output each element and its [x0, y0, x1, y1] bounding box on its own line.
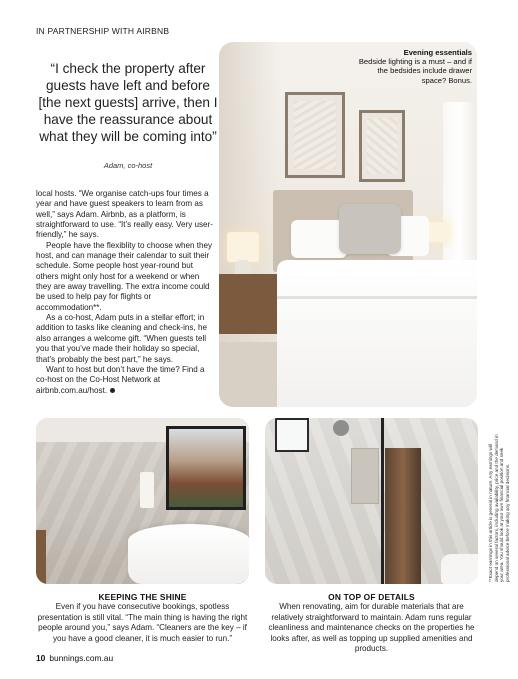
- bed-fold: [277, 296, 477, 299]
- toilet: [441, 554, 478, 584]
- body-paragraph: local hosts. “We organise catch-ups four times a year and have guest speakers to learn from as well,” says Adam. Airbnb, as a platform, is straightforward to use. “It’s really easy. Very user-friendly,” he says.: [36, 189, 213, 240]
- bathroom-tub-photo: [36, 418, 249, 584]
- bathroom-window: [166, 426, 246, 510]
- cushion: [339, 204, 401, 254]
- bedroom-photo: [219, 42, 477, 407]
- body-paragraph: As a co-host, Adam puts in a stellar effort; in addition to tasks like cleaning and check-ins, he also arranges a welcome gift. “When guests tell you that you’ve made their holiday so special, that’s probably the best part,” he says.: [36, 313, 207, 364]
- towel: [140, 472, 154, 508]
- on-top-of-details-text: When renovating, aim for durable materials that are relatively straightforward to maintain. Adam runs regular cleanliness and maintenance checks on the properties he looks after, as well as topping up supplied amenities and products.: [268, 602, 475, 654]
- site-url: bunnings.com.au: [49, 653, 114, 663]
- vanity: [36, 530, 46, 584]
- article-body: [36, 189, 216, 396]
- partnership-label: IN PARTNERSHIP WITH AIRBNB: [36, 26, 170, 36]
- keeping-the-shine-heading: KEEPING THE SHINE: [98, 592, 187, 602]
- timber-wardrobe: [385, 448, 421, 584]
- bedside-lamp-left: [227, 232, 259, 262]
- evening-essentials-caption: [352, 48, 472, 85]
- body-paragraph: [36, 365, 216, 396]
- shower-head: [333, 420, 349, 436]
- bed: [277, 260, 477, 407]
- freestanding-bathtub: [128, 524, 249, 584]
- caption-title: Evening essentials: [403, 48, 472, 57]
- bathroom-shower-photo: [265, 418, 478, 584]
- floor: [219, 342, 277, 407]
- pull-quote: “I check the property after guests have left and before [the next guests] arrive, then I have the reassurance about what they will be coming into”: [38, 61, 218, 144]
- body-paragraph: People have the flexiblity to choose when they host, and can manage their calendar to suit their schedule. Some people host year-round but others might only host for a weekend or when they are away travelling. The extra income could be used to help pay for flights or accommodation**.: [36, 240, 213, 312]
- page-number: 10: [36, 653, 46, 663]
- small-window: [275, 418, 309, 452]
- disclaimer-note: **Exact earnings in this article is general in nature. Any earnings will depend on several factors, including availability, price and the demand in your area. You should look at your own financial position and seek professional advice before making any financial decisions.: [488, 434, 510, 582]
- bedside-lamp-right: [427, 222, 449, 242]
- body-paragraph-text: Want to host but don’t have the time? Find a co-host on the Co-Host Network at airbnb.com.au/host.: [36, 364, 205, 395]
- page-footer: [36, 653, 113, 663]
- bedside-table: [219, 274, 277, 334]
- pull-quote-attribution: Adam, co-host: [103, 161, 153, 170]
- wall-art-left: [285, 92, 345, 178]
- wall-art-right: [359, 110, 405, 182]
- on-top-of-details-heading: ON TOP OF DETAILS: [328, 592, 415, 602]
- keeping-the-shine-text: Even if you have consecutive bookings, spotless presentation is still vital. “The main thing is having the right people around you,” says Adam. “Cleaners are the key – if you have a good cleaner, it is much easier to run.”: [37, 602, 248, 643]
- caption-text: Bedside lighting is a must – and if the bedsides include drawer space? Bonus.: [358, 57, 472, 85]
- end-mark-icon: [110, 388, 115, 393]
- shower-niche: [351, 448, 379, 504]
- shower-screen-frame: [381, 418, 384, 584]
